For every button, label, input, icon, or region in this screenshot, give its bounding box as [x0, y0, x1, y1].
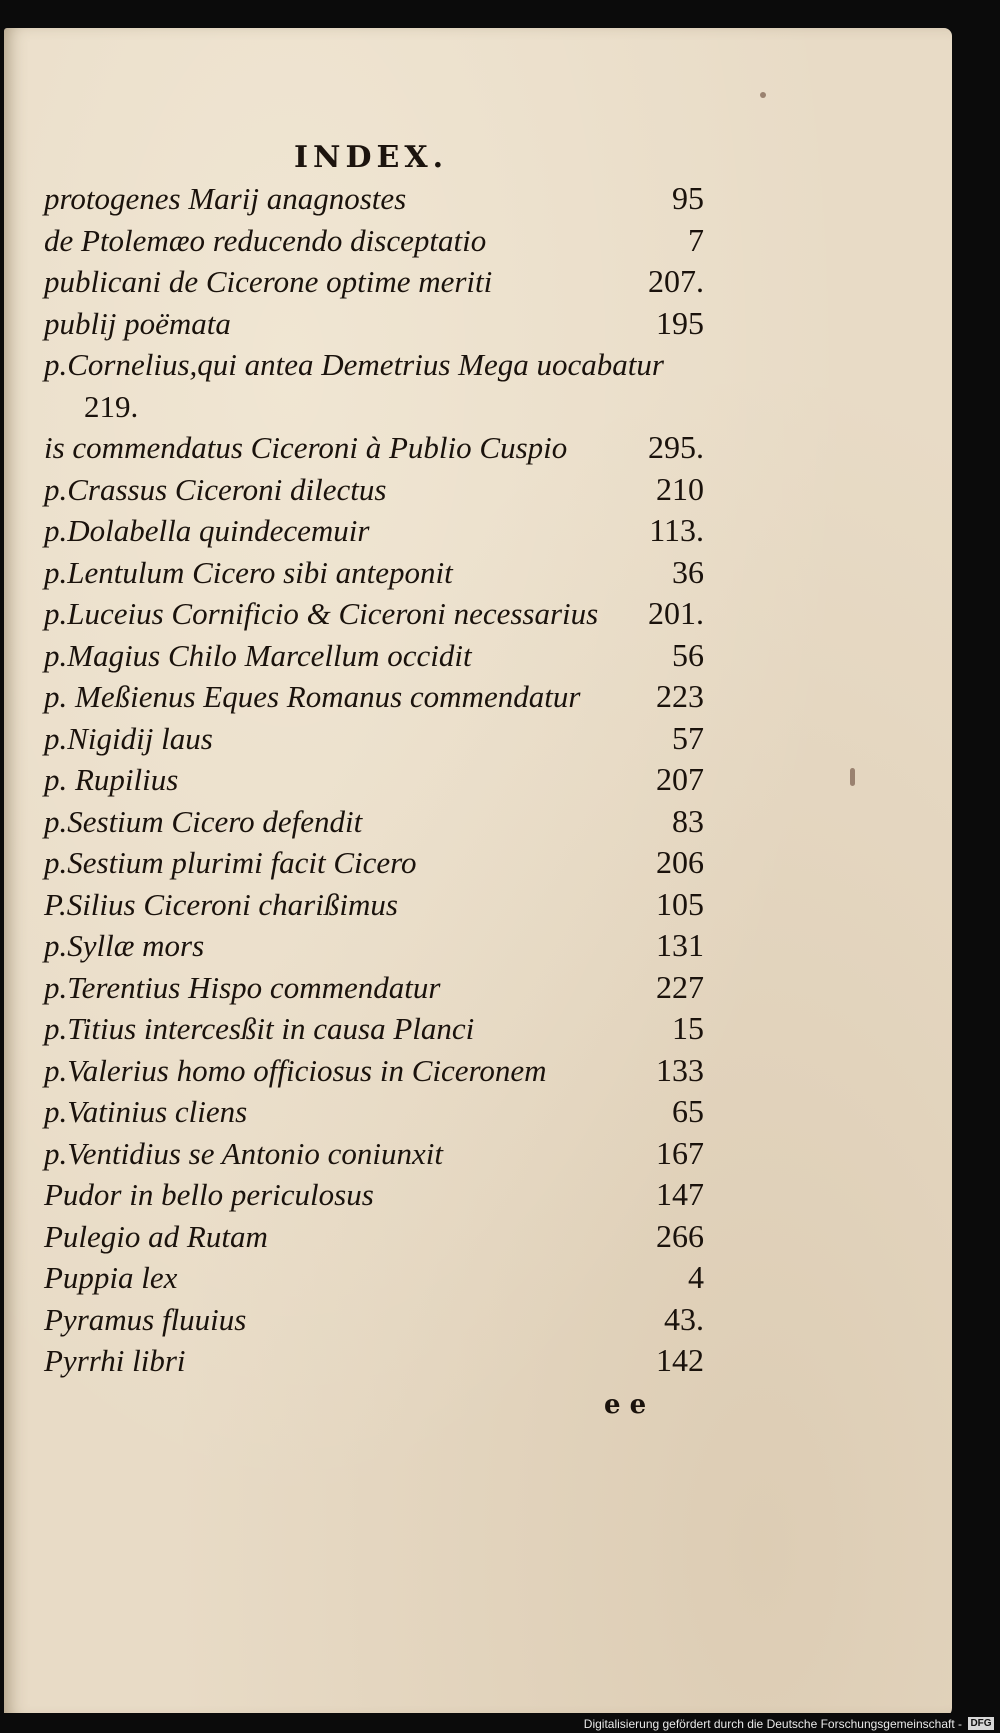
index-entry — [44, 1050, 704, 1092]
index-page-number: 207. — [648, 263, 704, 299]
index-entry — [44, 469, 704, 511]
index-entry — [44, 801, 704, 843]
index-entry — [44, 635, 704, 677]
index-term: p.Lentulum Cicero sibi anteponit — [44, 554, 453, 590]
index-entry — [44, 1174, 704, 1216]
index-term: Puppia lex — [44, 1260, 178, 1295]
index-page-number: 83 — [672, 802, 704, 839]
index-term: p.Vatinius cliens — [44, 1094, 248, 1129]
index-term: p.Valerius homo officiosus in Ciceronem — [44, 1052, 547, 1088]
index-entry — [44, 220, 704, 262]
index-page-number: 142 — [656, 1342, 704, 1378]
index-page-number: 36 — [672, 553, 704, 590]
index-list — [44, 178, 704, 1382]
index-term: is commendatus Ciceroni à Publio Cuspio — [44, 430, 568, 465]
index-term: p.Sestium plurimi facit Cicero — [44, 845, 417, 880]
index-entry — [44, 1299, 704, 1341]
index-term: p.Cornelius,qui antea Demetrius Mega uocabatur — [44, 347, 664, 382]
index-term: p.Dolabella quindecemuir — [44, 513, 370, 548]
index-page-number: 105 — [656, 885, 704, 922]
index-entry — [44, 427, 704, 469]
index-page-number: 167 — [656, 1134, 704, 1171]
index-page-number: 195 — [656, 304, 704, 341]
index-entry — [44, 967, 704, 1009]
index-entry — [44, 1008, 704, 1050]
index-term: publicani de Cicerone optime meriti — [44, 264, 493, 299]
index-term: p.Sestium Cicero defendit — [44, 803, 363, 839]
index-term: de Ptolemæo reducendo disceptatio — [44, 222, 487, 258]
index-entry — [44, 1133, 704, 1175]
dfg-logo-icon: DFG — [968, 1717, 994, 1730]
index-term: p. Meßienus Eques Romanus commendatur — [44, 679, 581, 714]
index-entry — [44, 1257, 704, 1299]
index-term: protogenes Marij anagnostes — [44, 181, 407, 216]
index-term: p. Rupilius — [44, 762, 179, 797]
book-page — [4, 28, 952, 1718]
index-entry — [44, 303, 704, 345]
footer-credit: Digitalisierung gefördert durch die Deutsche Forschungsgemeinschaft - — [583, 1717, 962, 1731]
index-page-number: 4 — [688, 1259, 704, 1295]
index-page-number: 65 — [672, 1093, 704, 1129]
index-term: p.Magius Chilo Marcellum occidit — [44, 637, 472, 673]
index-term: p.Ventidius se Antonio coniunxit — [44, 1135, 443, 1171]
index-term: p.Nigidij laus — [44, 720, 213, 756]
paper-spot — [760, 92, 766, 98]
index-entry — [44, 884, 704, 926]
index-page-number: 95 — [672, 180, 704, 216]
index-entry — [44, 344, 704, 386]
index-entry — [44, 842, 704, 884]
index-entry — [44, 1216, 704, 1258]
index-entry — [44, 386, 704, 428]
index-entry — [44, 676, 704, 718]
index-entry — [44, 593, 704, 635]
index-entry — [44, 718, 704, 760]
index-page-number: 7 — [688, 221, 704, 258]
index-page-number: 43. — [664, 1300, 704, 1337]
index-page-number: 207 — [656, 761, 704, 797]
index-page-number: 206 — [656, 844, 704, 880]
index-entry — [44, 552, 704, 594]
index-page-number: 223 — [656, 678, 704, 714]
index-page-number: 56 — [672, 636, 704, 673]
index-page-number: 131 — [656, 927, 704, 963]
index-term: P.Silius Ciceroni charißimus — [44, 886, 398, 922]
index-term: publij poëmata — [44, 305, 231, 341]
index-term: p.Crassus Ciceroni dilectus — [44, 471, 387, 507]
index-term: p.Terentius Hispo commendatur — [44, 969, 441, 1005]
index-term: Pulegio ad Rutam — [44, 1218, 268, 1254]
index-entry — [44, 261, 704, 303]
index-page-number: 295. — [648, 429, 704, 465]
index-term: p.Syllæ mors — [44, 928, 205, 963]
index-entry — [44, 1340, 704, 1382]
index-page-number: 113. — [649, 512, 704, 548]
index-term: Pudor in bello periculosus — [44, 1177, 374, 1212]
index-page-number: 147 — [656, 1176, 704, 1212]
index-term: 219. — [84, 388, 139, 424]
footer-bar — [0, 1713, 1000, 1733]
index-page-number: 57 — [672, 719, 704, 756]
folio-mark: e e — [604, 1390, 647, 1420]
index-page-number: 210 — [656, 470, 704, 507]
index-entry — [44, 1091, 704, 1133]
index-page-number: 266 — [656, 1217, 704, 1254]
index-term: Pyramus fluuius — [44, 1301, 247, 1337]
index-term: p.Luceius Cornificio & Ciceroni necessarius — [44, 596, 599, 631]
index-page-number: 133 — [656, 1051, 704, 1088]
index-entry — [44, 925, 704, 967]
index-page-number: 227 — [656, 968, 704, 1005]
index-page-number: 15 — [672, 1010, 704, 1046]
index-entry — [44, 510, 704, 552]
paper-spot — [850, 768, 855, 786]
index-entry — [44, 178, 704, 220]
index-entry — [44, 759, 704, 801]
index-term: Pyrrhi libri — [44, 1343, 186, 1378]
index-page-number: 201. — [648, 595, 704, 631]
index-term: p.Titius intercesßit in causa Planci — [44, 1011, 475, 1046]
page-title: INDEX. — [294, 140, 449, 175]
